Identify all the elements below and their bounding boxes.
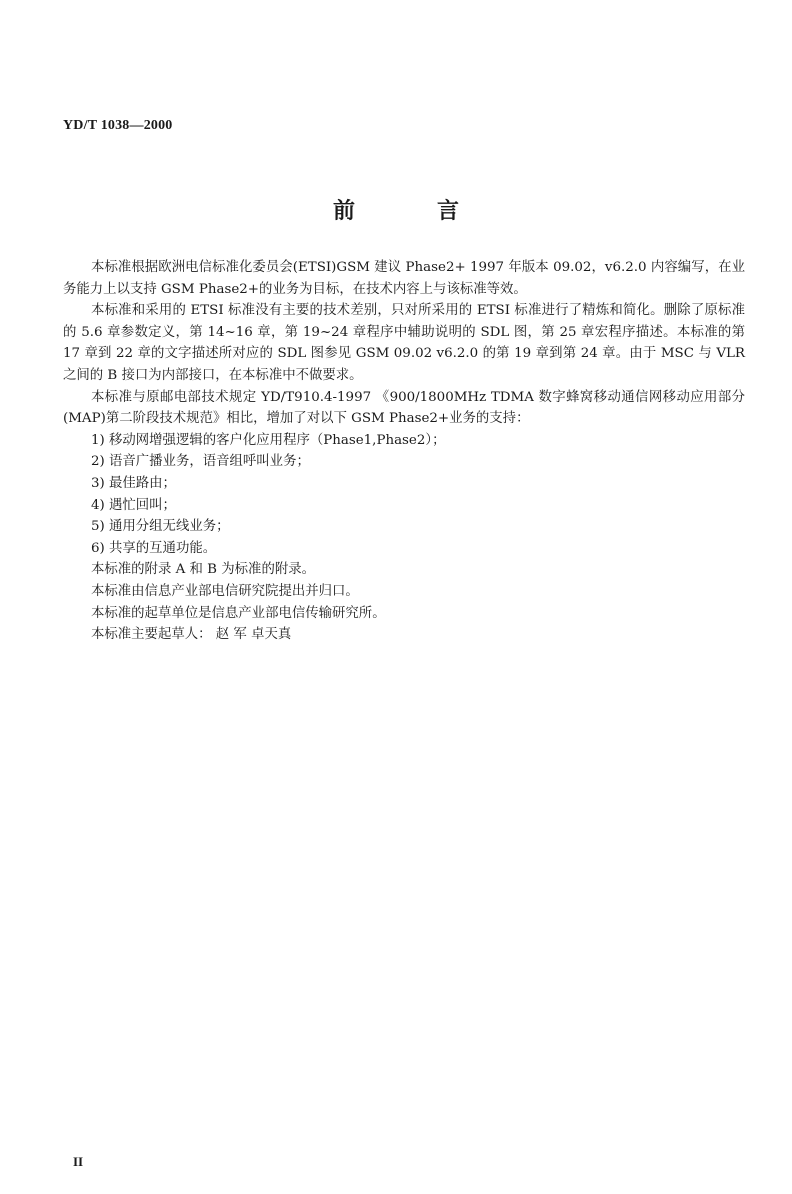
list-item: 6) 共享的互通功能。 bbox=[91, 540, 217, 556]
drafters-line: 本标准主要起草人： 赵 军 卓天真 bbox=[91, 627, 292, 643]
closing-line: 本标准由信息产业部电信研究院提出并归口。 bbox=[91, 583, 359, 599]
list-item: 2) 语音广播业务，语音组呼叫业务； bbox=[91, 454, 310, 470]
paragraph: 本标准与原邮电部技术规定 YD/T910.4-1997 《900/1800MHz TDMA 数字蜂窝移动通信网移动应用部分(MAP)第二阶段技术规范》相比，增加了对以下 GSM Phase2+业务的支持： bbox=[63, 389, 745, 427]
paragraph: 本标准根据欧洲电信标准化委员会(ETSI)GSM 建议 Phase2+ 1997 年版本 09.02，v6.2.0 内容编写，在业务能力上以支持 GSM Phase2+的业务为目标，在技术内容上与该标准等效。 bbox=[63, 260, 745, 297]
paragraph: 本标准和采用的 ETSI 标准没有主要的技术差别，只对所采用的 ETSI 标准进行了精炼和简化。删除了原标准的 5.6 章参数定义，第 14~16 章，第 19~24 章程序中辅助说明的 SDL 图，第 25 章宏程序描述。本标准的第 17 章到 22 章的文字描述所对应的 SDL 图参见 GSM 09.02 v6.2.0 的第 19 章到第 24 章。由于 MSC 与 VLR 之间的 B 接口为内部接口，在本标准中不做要求。 bbox=[63, 303, 745, 383]
page-title bbox=[0, 194, 792, 225]
foreword-body bbox=[63, 257, 745, 646]
title-char-1: 前 bbox=[332, 199, 355, 224]
list-item: 1) 移动网增强逻辑的客户化应用程序（Phase1,Phase2）； bbox=[91, 432, 446, 448]
standard-code: YD/T 1038—2000 bbox=[63, 118, 173, 133]
closing-line: 本标准的附录 A 和 B 为标准的附录。 bbox=[91, 562, 316, 578]
list-item: 5) 通用分组无线业务； bbox=[91, 519, 230, 535]
list-item: 3) 最佳路由； bbox=[91, 475, 176, 491]
closing-line: 本标准的起草单位是信息产业部电信传输研究所。 bbox=[91, 605, 386, 621]
title-char-2: 言 bbox=[437, 199, 460, 224]
page-number: II bbox=[73, 1154, 84, 1169]
list-item: 4) 遇忙回叫； bbox=[91, 497, 176, 513]
